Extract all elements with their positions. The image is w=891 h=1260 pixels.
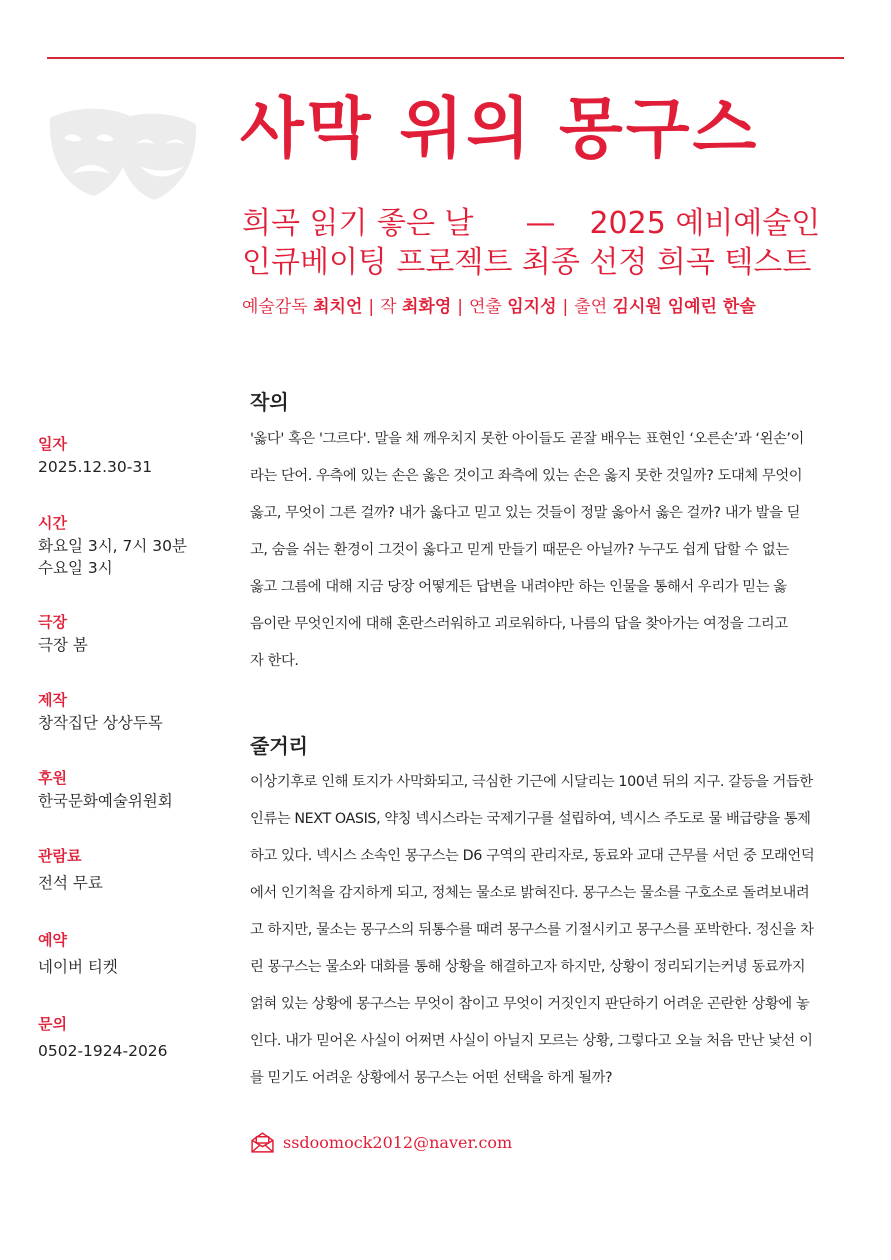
credit-role: 예술감독: [242, 297, 308, 317]
synopsis-line: 얽혀 있는 상황에 몽구스는 무엇이 참이고 무엇이 거짓인지 판단하기 어려운 곤란한 상황에 놓: [250, 996, 810, 1012]
synopsis-line: 하고 있다. 넥시스 소속인 몽구스는 D6 구역의 관리자로, 동료와 교대 근무를 서던 중 모래언덕: [250, 848, 815, 864]
info-value: 0502-1924-2026: [38, 1042, 168, 1060]
info-label: 제작: [38, 691, 67, 709]
info-fee: [38, 846, 228, 894]
synopsis-line: 린 몽구스는 물소와 대화를 통해 상황을 해결하고자 하지만, 상황이 정리되기는커녕 동료까지: [250, 959, 806, 975]
credit-separator: |: [457, 297, 463, 317]
top-divider: [47, 57, 844, 59]
info-sponsor: [38, 768, 228, 812]
credit-names: 최화영: [401, 297, 452, 317]
intent-line: '옳다' 혹은 '그르다'. 말을 채 깨우치지 못한 아이들도 곧잘 배우는 표현인 ‘오른손’과 ‘왼손’이: [250, 431, 804, 447]
credit-names: 최치언: [313, 297, 363, 317]
info-theater: [38, 612, 228, 656]
envelope-icon: [250, 1130, 275, 1155]
info-value: 수요일 3시: [38, 559, 113, 577]
subtitle-program: 2025 예비예술인: [589, 206, 821, 241]
synopsis-line: 이상기후로 인해 토지가 사막화되고, 극심한 기근에 시달리는 100년 뒤의 지구. 갈등을 거듭한: [250, 774, 813, 790]
subtitle-event-name: 희곡 읽기 좋은 날: [242, 206, 474, 241]
info-booking: [38, 930, 228, 978]
info-value: 네이버 티켓: [38, 958, 118, 976]
intent-line: 자 한다.: [250, 653, 299, 669]
contact-email[interactable]: [250, 1130, 512, 1155]
intent-heading: 작의: [250, 390, 289, 414]
info-value: 창작집단 상상두목: [38, 714, 163, 732]
synopsis-body: [250, 764, 860, 1097]
info-label: 관람료: [38, 847, 82, 865]
info-time: [38, 513, 228, 579]
info-contact: [38, 1014, 228, 1062]
synopsis-heading: 줄거리: [250, 734, 308, 758]
credit-role: 작: [380, 297, 397, 317]
synopsis-line: 인류는 NEXT OASIS, 약칭 넥시스라는 국제기구를 설립하여, 넥시스 주도로 물 배급량을 통제: [250, 811, 811, 827]
intent-line: 음이란 무엇인지에 대해 혼란스러워하고 괴로워하다, 나름의 답을 찾아가는 여정을 그리고: [250, 616, 788, 632]
info-value: 극장 봄: [38, 636, 88, 654]
subtitle-dash: —: [525, 206, 556, 241]
info-label: 후원: [38, 769, 67, 787]
info-value: 한국문화예술위원회: [38, 792, 173, 810]
synopsis-line: 인다. 내가 믿어온 사실이 어쩌면 사실이 아닐지 모르는 상황, 그렇다고 오늘 처음 만난 낯선 이: [250, 1033, 813, 1049]
info-label: 예약: [38, 931, 67, 949]
intent-line: 고, 숨을 쉬는 환경이 그것이 옳다고 믿게 만들기 때문은 아닐까? 누구도 쉽게 답할 수 없는: [250, 542, 789, 558]
intent-line: 옳고 그름에 대해 지금 당장 어떻게든 답변을 내려야만 하는 인물을 통해서 우리가 믿는 옳: [250, 579, 787, 595]
intent-line: 라는 단어. 우측에 있는 손은 옳은 것이고 좌측에 있는 손은 옳지 못한 것일까? 도대체 무엇이: [250, 468, 803, 484]
info-production: [38, 690, 228, 734]
theater-masks-icon: [44, 104, 204, 204]
page-title: 사막 위의 몽구스: [240, 90, 760, 167]
info-value: 2025.12.30-31: [38, 458, 153, 476]
info-label: 일자: [38, 435, 67, 453]
info-date: [38, 434, 228, 478]
credit-role: 출연: [574, 297, 608, 317]
credit-separator: |: [562, 297, 569, 317]
synopsis-line: 고 하지만, 물소는 몽구스의 뒤통수를 때려 몽구스를 기절시키고 몽구스를 포박한다. 정신을 차: [250, 922, 814, 938]
credit-role: 연출: [468, 297, 502, 317]
intent-body: [250, 421, 860, 680]
credits-line: [242, 294, 756, 320]
subtitle-line-2: 인큐베이팅 프로젝트 최종 선정 희곡 텍스트: [242, 245, 812, 280]
credit-separator: |: [368, 297, 375, 317]
info-label: 문의: [38, 1015, 67, 1033]
info-label: 극장: [38, 613, 67, 631]
info-value: 전석 무료: [38, 874, 103, 892]
synopsis-line: 에서 인기척을 감지하게 되고, 정체는 물소로 밝혀진다. 몽구스는 물소를 구호소로 돌려보내려: [250, 885, 810, 901]
credit-names: 임지성: [507, 297, 557, 317]
credit-names: 김시원 임예린 한솔: [612, 297, 756, 317]
email-address[interactable]: ssdoomock2012@naver.com: [283, 1133, 513, 1152]
intent-line: 옳고, 무엇이 그른 걸까? 내가 옳다고 믿고 있는 것들이 정말 옳아서 옳은 걸까? 내가 발을 딛: [250, 505, 801, 521]
info-label: 시간: [38, 514, 67, 532]
subtitle: [242, 204, 820, 282]
info-value: 화요일 3시, 7시 30분: [38, 537, 187, 555]
subtitle-line-1: [242, 204, 820, 243]
synopsis-line: 를 믿기도 어려운 상황에서 몽구스는 어떤 선택을 하게 될까?: [250, 1070, 613, 1086]
